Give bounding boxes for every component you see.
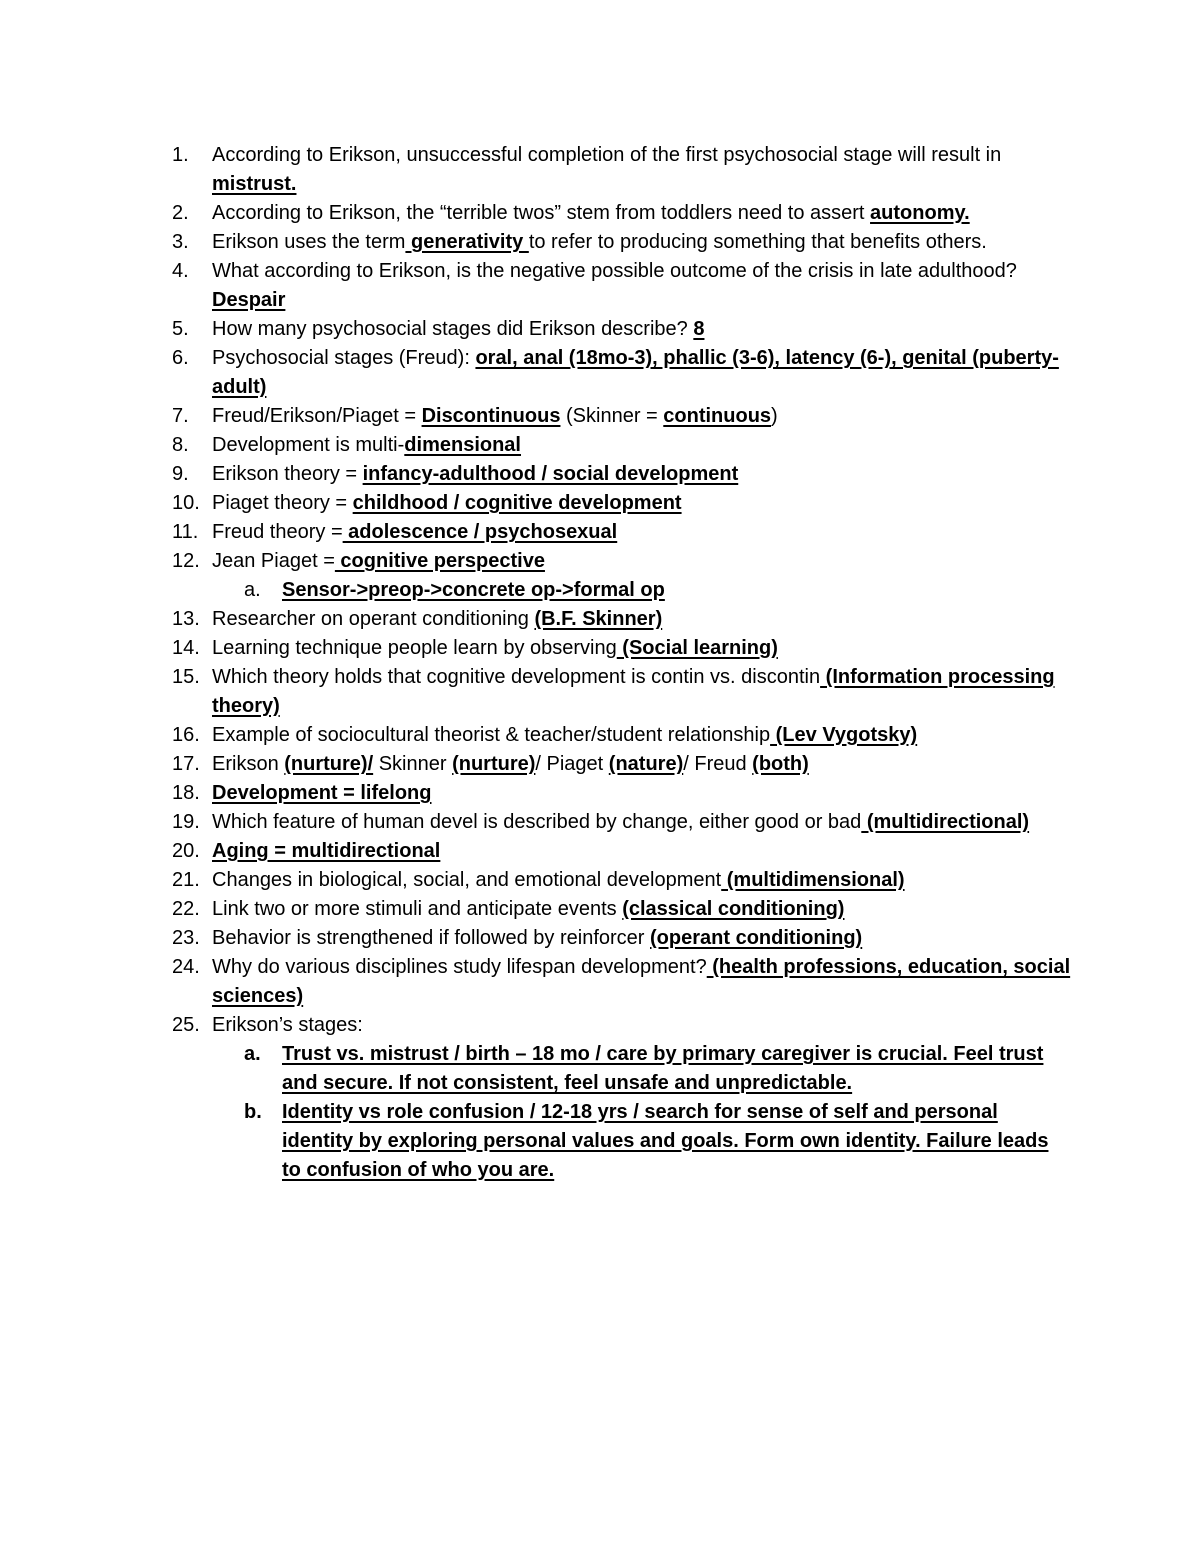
answer-text: oral, anal (18mo-3), phallic (3-6), latency (6-), genital (puberty-adult): [212, 347, 1059, 398]
item-number: 3.: [172, 231, 189, 253]
answer-text: (multidirectional): [861, 811, 1030, 833]
answer-text: (multidimensional): [721, 869, 905, 891]
question-text: Freud theory =: [212, 521, 343, 543]
item-number: 24.: [172, 956, 200, 978]
list-item: [172, 634, 1072, 663]
question-text: Why do various disciplines study lifespan development?: [212, 956, 707, 978]
item-letter: a.: [244, 579, 261, 601]
question-text: Example of sociocultural theorist & teacher/student relationship: [212, 724, 771, 746]
list-item: [172, 895, 1072, 924]
question-text: Learning technique people learn by observing: [212, 637, 617, 659]
question-text-mid: Skinner: [373, 753, 453, 775]
question-text: Psychosocial stages (Freud):: [212, 347, 476, 369]
list-item: [172, 402, 1072, 431]
question-text: Erikson: [212, 753, 285, 775]
list-item: [172, 866, 1072, 895]
answer-text-2: (nurture): [452, 753, 536, 775]
item-number: 13.: [172, 608, 200, 630]
answer-text: mistrust.: [212, 173, 297, 195]
answer-text-2: continuous: [663, 405, 772, 427]
question-text: Which theory holds that cognitive development is contin vs. discontin: [212, 666, 821, 688]
list-item: [172, 663, 1072, 721]
answer-text: (Lev Vygotsky): [770, 724, 918, 746]
list-item: [172, 460, 1072, 489]
question-text: Behavior is strengthened if followed by reinforcer: [212, 927, 651, 949]
list-item: [172, 431, 1072, 460]
answer-text: (Social learning): [616, 637, 778, 659]
question-text-mid-2: / Piaget: [535, 753, 609, 775]
question-text: According to Erikson, the “terrible twos” stem from toddlers need to assert: [212, 202, 871, 224]
list-item: [172, 141, 1072, 199]
item-number: 12.: [172, 550, 200, 572]
answer-text: 8: [693, 318, 705, 340]
answer-text: Discontinuous: [421, 405, 561, 427]
answer-text: (B.F. Skinner): [534, 608, 663, 630]
question-text: Piaget theory =: [212, 492, 353, 514]
item-number: 11.: [172, 521, 199, 543]
item-number: 17.: [172, 753, 200, 775]
item-number: 21.: [172, 869, 200, 891]
list-item: [172, 518, 1072, 547]
question-text: According to Erikson, unsuccessful completion of the first psychosocial stage will result in: [212, 144, 1002, 166]
question-text: Erikson uses the term: [212, 231, 406, 253]
answer-text: (classical conditioning): [622, 898, 845, 920]
list-item: [172, 228, 1072, 257]
question-text: Development is multi-: [212, 434, 405, 456]
question-text: Which feature of human devel is described by change, either good or bad: [212, 811, 862, 833]
question-text: Freud/Erikson/Piaget =: [212, 405, 422, 427]
answer-text: Identity vs role confusion / 12-18 yrs / search for sense of self and personal identity by exploring personal values and goals. Form own identity. Failure leads to confusion of who you are.: [282, 1101, 1049, 1181]
answer-text: dimensional: [404, 434, 521, 456]
item-number: 18.: [172, 782, 200, 804]
answer-text: generativity: [405, 231, 529, 253]
item-number: 23.: [172, 927, 200, 949]
question-text-end: to refer to producing something that benefits others.: [528, 231, 987, 253]
answer-text-4: (both): [752, 753, 809, 775]
sub-list-item: [172, 1040, 1072, 1098]
item-number: 16.: [172, 724, 200, 746]
answer-text: Sensor->preop->concrete op->formal op: [282, 579, 665, 601]
question-text: Researcher on operant conditioning: [212, 608, 535, 630]
list-item: [172, 605, 1072, 634]
item-number: 2.: [172, 202, 189, 224]
list-item: [172, 779, 1072, 808]
question-list: [172, 141, 1072, 1185]
list-item: [172, 1011, 1072, 1040]
list-item: [172, 721, 1072, 750]
question-text-end: ): [771, 405, 778, 427]
answer-text: Aging = multidirectional: [212, 840, 441, 862]
question-text: Jean Piaget =: [212, 550, 335, 572]
answer-text: (health professions, education, social sciences): [212, 956, 1071, 1007]
question-text: Changes in biological, social, and emotional development: [212, 869, 722, 891]
answer-text: autonomy.: [870, 202, 970, 224]
answer-text-3: (nature): [608, 753, 684, 775]
item-letter: a.: [244, 1043, 261, 1065]
list-item: [172, 837, 1072, 866]
answer-text: adolescence / psychosexual: [342, 521, 618, 543]
question-text: Erikson theory =: [212, 463, 363, 485]
list-item: [172, 750, 1072, 779]
answer-text: (operant conditioning): [650, 927, 863, 949]
list-item: [172, 808, 1072, 837]
item-number: 25.: [172, 1014, 200, 1036]
list-item: [172, 489, 1072, 518]
item-number: 10.: [172, 492, 200, 514]
list-item: [172, 924, 1072, 953]
list-item: [172, 953, 1072, 1011]
item-number: 14.: [172, 637, 200, 659]
item-number: 20.: [172, 840, 200, 862]
item-number: 5.: [172, 318, 189, 340]
item-number: 8.: [172, 434, 189, 456]
item-number: 7.: [172, 405, 189, 427]
list-item: [172, 547, 1072, 576]
question-text: How many psychosocial stages did Erikson describe?: [212, 318, 694, 340]
item-number: 9.: [172, 463, 189, 485]
answer-text: cognitive perspective: [334, 550, 545, 572]
sub-list-item: [172, 1098, 1072, 1185]
question-text-mid-3: / Freud: [683, 753, 753, 775]
answer-text: infancy-adulthood / social development: [362, 463, 739, 485]
question-text: What according to Erikson, is the negative possible outcome of the crisis in late adulthood?: [212, 260, 1017, 282]
item-number: 1.: [172, 144, 189, 166]
question-text: Erikson’s stages:: [212, 1014, 363, 1036]
answer-text: (Information processing theory): [212, 666, 1055, 717]
question-text-mid: (Skinner =: [560, 405, 664, 427]
item-number: 15.: [172, 666, 200, 688]
item-number: 22.: [172, 898, 200, 920]
sub-list-item: [172, 576, 1072, 605]
list-item: [172, 344, 1072, 402]
answer-text: Trust vs. mistrust / birth – 18 mo / care by primary caregiver is crucial. Feel trust and secure. If not consistent, feel unsafe and unpredictable.: [282, 1043, 1044, 1094]
item-number: 19.: [172, 811, 200, 833]
item-number: 4.: [172, 260, 189, 282]
item-number: 6.: [172, 347, 189, 369]
item-letter: b.: [244, 1101, 262, 1123]
answer-text: childhood / cognitive development: [352, 492, 682, 514]
list-item: [172, 199, 1072, 228]
list-item: [172, 315, 1072, 344]
answer-text: (nurture)/: [284, 753, 374, 775]
list-item: [172, 257, 1072, 315]
answer-text: Despair: [212, 289, 286, 311]
question-text: Link two or more stimuli and anticipate events: [212, 898, 623, 920]
answer-text: Development = lifelong: [212, 782, 432, 804]
